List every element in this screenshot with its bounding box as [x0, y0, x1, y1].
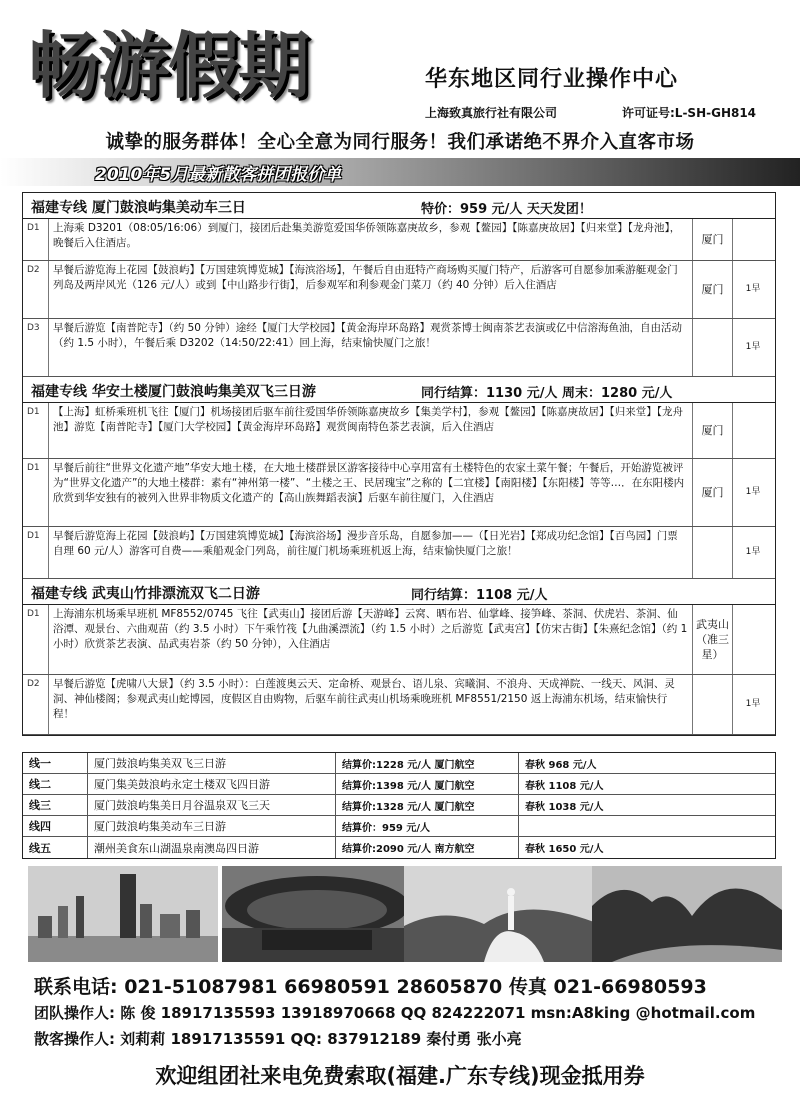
- route-price: 特价：959 元/人 天天发团！: [421, 202, 592, 217]
- banner-title: 2010年5月最新散客拼团报价单: [95, 165, 342, 185]
- line-id: 线一: [23, 753, 88, 773]
- table-row: [23, 795, 775, 816]
- line-name: 潮州美食东山湖温泉南澳岛四日游: [88, 837, 336, 858]
- table-row: [23, 774, 775, 795]
- route-name: 福建专线 厦门鼓浪屿集美动车三日: [31, 200, 246, 216]
- day-number: D1: [23, 459, 49, 526]
- day-number: D2: [23, 675, 49, 734]
- team-operator: 团队操作人: 陈 俊 18917135593 13918970668 QQ 824222071 msn:A8king @hotmail.com: [34, 1004, 756, 1022]
- route-header: [23, 193, 775, 219]
- brand-logo: 畅游假期: [28, 23, 309, 108]
- day-row: [23, 605, 775, 675]
- line-season-price: 春秋 968 元/人: [525, 759, 597, 771]
- day-description: 早餐后游览海上花园【鼓浪屿】【万国建筑博览城】【海滨浴场】漫步音乐岛，自愿参加——（【日光岩】【郑成功纪念馆】【百鸟园】门票自理 60 元/人）游客可自费——乘船观金门列岛，前往厦门机场乘班机返上海，结束愉快厦门之旅！: [49, 527, 693, 578]
- day-row: [23, 675, 775, 735]
- day-description: 上海浦东机场乘早班机 MF8552/0745 飞往【武夷山】接团后游【天游峰】云窝、晒布岩、仙掌峰、接笋峰、茶洞、伏虎岩、茶洞、仙浴潭、观景台、六曲观苗（约 3.5 小时）下午乘竹筏【九曲溪漂流】（约 1.5 小时）之后游览【武夷宫】【仿宋古街】【朱熹纪念馆】（约 1 小时）欣赏茶艺表演、品武夷岩茶（约 50 分钟），入住酒店: [49, 605, 693, 674]
- line-season-price: 春秋 1038 元/人: [525, 801, 604, 813]
- line-price: 结算价:1328 元/人 厦门航空: [336, 795, 519, 815]
- header: [0, 0, 800, 128]
- routes-table: [22, 192, 776, 736]
- banner: [0, 158, 800, 186]
- day-meal: [733, 403, 773, 458]
- day-meal: 1早: [745, 547, 761, 557]
- route-header: [23, 579, 775, 605]
- line-price: 结算价:1228 元/人 厦门航空: [336, 753, 519, 773]
- day-number: D1: [23, 605, 49, 674]
- day-hotel: 厦门: [693, 219, 733, 260]
- day-number: D2: [23, 261, 49, 318]
- day-number: D1: [23, 403, 49, 458]
- table-row: [23, 837, 775, 858]
- day-meal: [733, 219, 773, 260]
- day-number: D3: [23, 319, 49, 376]
- day-description: 【上海】虹桥乘班机飞往【厦门】机场接团后驱车前往爱国华侨领陈嘉庚故乡【集美学村】，参观【鳌园】【陈嘉庚故居】【归来堂】【龙舟池】游览【南普陀寺】【厦门大学校园】【黄金海岸环岛路】观赏闽南特色茶艺表演，后入住酒店: [49, 403, 693, 458]
- day-meal: 1早: [745, 487, 761, 497]
- line-name: 厦门集美鼓浪屿永定土楼双飞四日游: [88, 774, 336, 794]
- day-number: D1: [23, 527, 49, 578]
- day-row: [23, 403, 775, 459]
- retail-operator: 散客操作人: 刘莉莉 18917135591 QQ: 837912189 秦付勇 张小亮: [34, 1030, 522, 1048]
- day-number: D1: [23, 219, 49, 260]
- day-row: [23, 219, 775, 261]
- line-name: 厦门鼓浪屿集美日月谷温泉双飞三天: [88, 795, 336, 815]
- line-price: 结算价：959 元/人: [336, 816, 519, 836]
- route-name: 福建专线 武夷山竹排漂流双飞二日游: [31, 586, 260, 602]
- day-meal: [733, 605, 773, 674]
- day-description: 早餐后游览【南普陀寺】（约 50 分钟）途经【厦门大学校园】【黄金海岸环岛路】观赏茶博士闽南茶艺表演或亿中信溶海鱼油，自由活动（约 1.5 小时），午餐后乘 D3202（14:50/22:41）回上海，结束愉快厦门之旅！: [49, 319, 693, 376]
- line-id: 线三: [23, 795, 88, 815]
- day-description: 早餐后前往“世界文化遗产地”华安大地土楼，在大地土楼群景区游客接待中心享用富有土楼特色的农家土菜午餐；午餐后，开始游览被评为“世界文化遗产”的大地土楼群：素有“神州第一楼”、“土楼之王、民居瑰宝”之称的【二宜楼】【南阳楼】【东阳楼】等等…．在东阳楼内欣赏到华安独有的被列入世界非物质文化遗产的【高山族舞蹈表演】后驱车前往厦门，入住酒店: [49, 459, 693, 526]
- wuyi-mountain-photo: [592, 866, 782, 962]
- line-id: 线五: [23, 837, 88, 858]
- day-row: [23, 527, 775, 579]
- day-hotel: 厦门: [693, 459, 733, 526]
- day-hotel: 厦门: [693, 261, 733, 318]
- day-row: [23, 459, 775, 527]
- line-name: 厦门鼓浪屿集美动车三日游: [88, 816, 336, 836]
- company-name: 上海致真旅行社有限公司: [425, 106, 558, 120]
- line-price: 结算价:2090 元/人 南方航空: [336, 837, 519, 858]
- city-skyline-photo: [28, 866, 218, 962]
- center-title: 华东地区同行业操作中心: [425, 67, 679, 92]
- line-name: 厦门鼓浪屿集美双飞三日游: [88, 753, 336, 773]
- day-description: 上海乘 D3201（08:05/16:06）到厦门，接团后赴集美游览爱国华侨领陈嘉庚故乡，参观【鳌园】【陈嘉庚故居】【归来堂】【龙舟池】，晚餐后入住酒店。: [49, 219, 693, 260]
- table-row: [23, 816, 775, 837]
- route-header: [23, 377, 775, 403]
- day-row: [23, 261, 775, 319]
- day-hotel: [693, 527, 733, 578]
- tulou-photo: [222, 866, 412, 962]
- day-hotel: [693, 675, 733, 734]
- license-number: 许可证号:L-SH-GH814: [622, 106, 757, 120]
- day-hotel: 厦门: [693, 403, 733, 458]
- route-price: 同行结算：1108 元/人: [411, 588, 548, 603]
- day-hotel: [693, 319, 733, 376]
- day-meal: 1早: [745, 699, 761, 709]
- day-meal: 1早: [745, 284, 761, 294]
- day-description: 早餐后游览海上花园【鼓浪屿】【万国建筑博览城】【海滨浴场】，午餐后自由逛特产商场购买厦门特产，后游客可自愿参加乘游艇观金门列岛及两岸风光（126 元/人）或到【中山路步行街】，后参观军和利参观金门菜刀（约 40 分钟）后入住酒店: [49, 261, 693, 318]
- day-meal: 1早: [745, 342, 761, 352]
- route-price: 同行结算：1130 元/人 周末：1280 元/人: [421, 386, 673, 401]
- line-id: 线二: [23, 774, 88, 794]
- line-id: 线四: [23, 816, 88, 836]
- quick-lines-table: [22, 752, 776, 859]
- day-row: [23, 319, 775, 377]
- contact-phone: 联系电话: 021-51087981 66980591 28605870 传真 021-66980593: [34, 976, 707, 998]
- line-price: 结算价:1398 元/人 厦门航空: [336, 774, 519, 794]
- line-season-price: 春秋 1108 元/人: [525, 780, 604, 792]
- slogan: 诚挚的服务群体！全心全意为同行服务！我们承诺绝不界介入直客市场: [105, 132, 695, 153]
- line-season-price: [519, 816, 525, 836]
- route-name: 福建专线 华安土楼厦门鼓浪屿集美双飞三日游: [31, 384, 316, 400]
- footer-promo: 欢迎组团社来电免费索取(福建.广东专线)现金抵用券: [155, 1064, 645, 1088]
- day-description: 早餐后游览【虎啸八大景】（约 3.5 小时）：白莲渡奥云天、定命桥、观景台、语儿泉、宾曦洞、不浪舟、天成禅院、一线天、风洞、灵洞、神仙楼阁；参观武夷山蛇博园，度假区自由购物，后驱车前往武夷山机场乘晚班机 MF8551/2150 返上海浦东机场，结束愉快行程！: [49, 675, 693, 734]
- statue-island-photo: [404, 866, 594, 962]
- day-hotel: 武夷山（准三星）: [693, 605, 733, 674]
- table-row: [23, 753, 775, 774]
- line-season-price: 春秋 1650 元/人: [525, 844, 604, 855]
